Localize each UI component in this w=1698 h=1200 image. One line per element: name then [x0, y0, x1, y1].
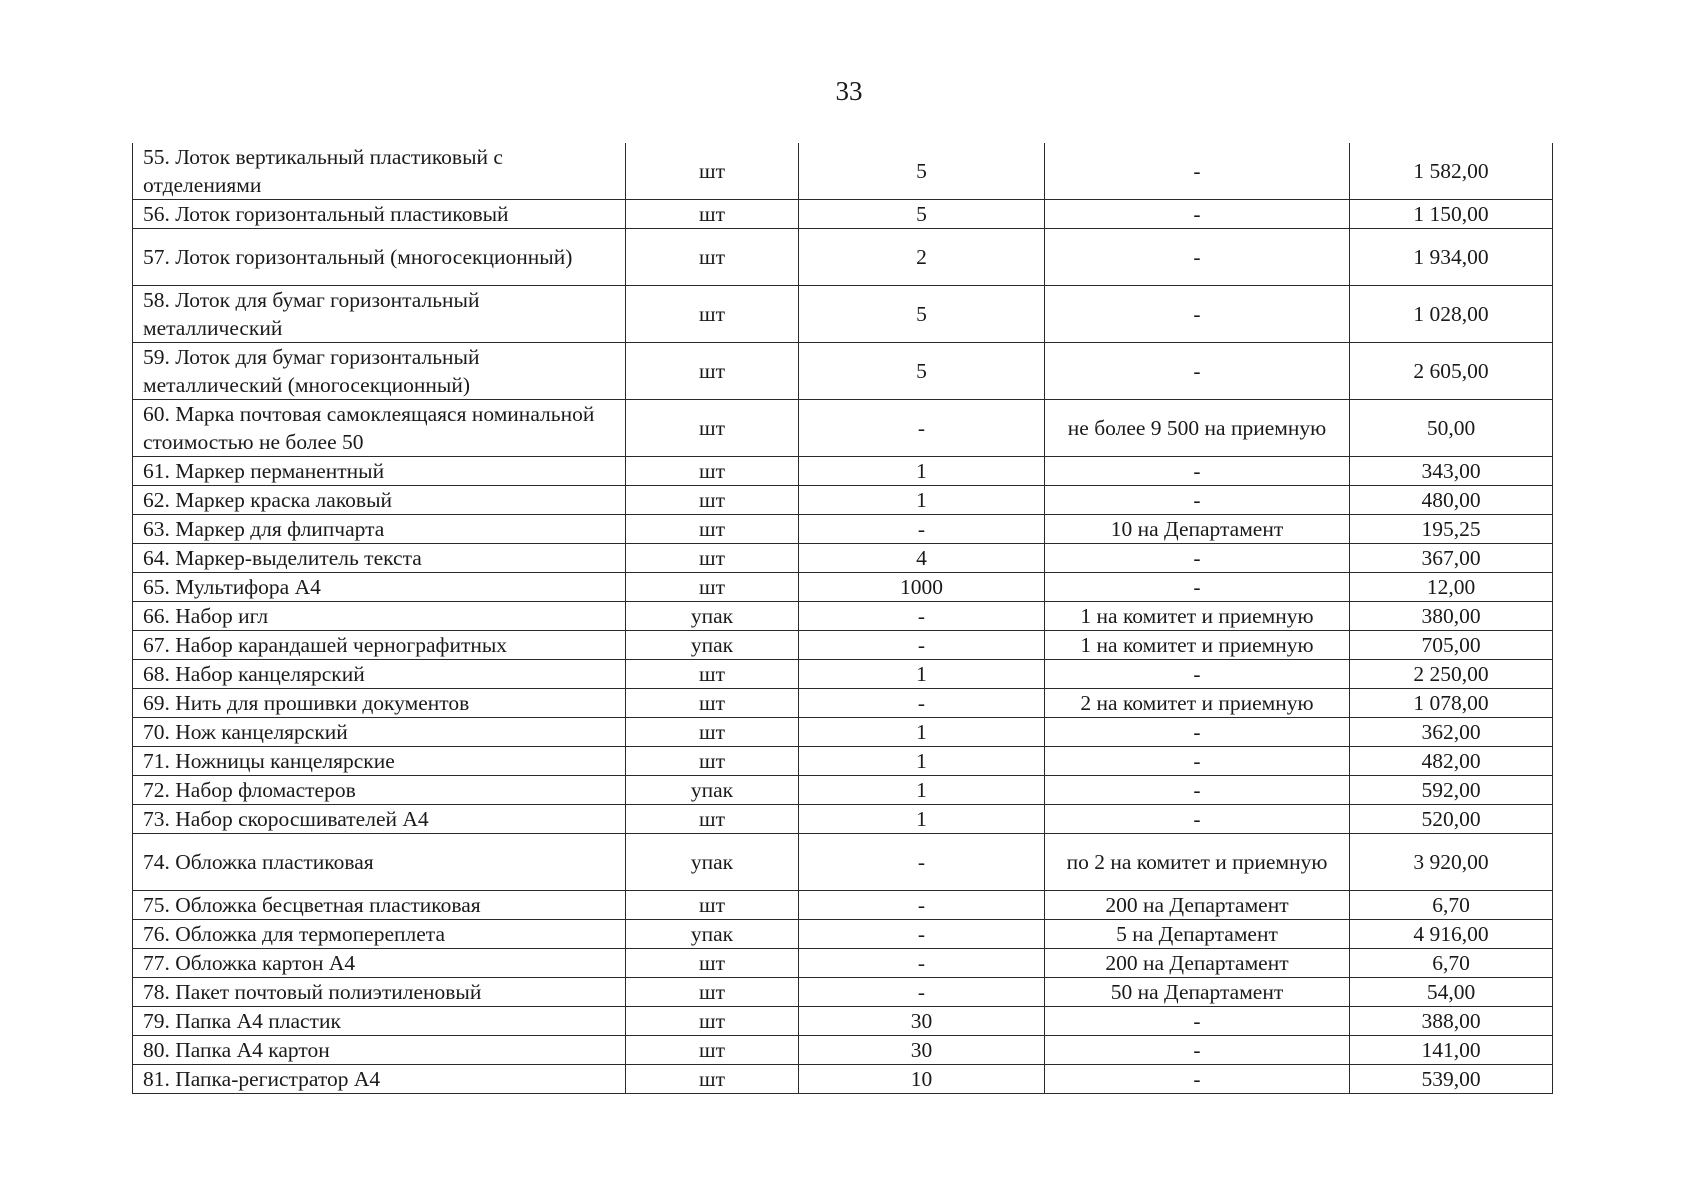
- quantity-cell: 4: [799, 544, 1045, 573]
- unit-cell: шт: [626, 747, 799, 776]
- table-row: [133, 949, 1553, 978]
- table-row: [133, 1036, 1553, 1065]
- table-body: [133, 143, 1553, 1094]
- norm-note-cell: -: [1045, 573, 1350, 602]
- unit-cell: шт: [626, 200, 799, 229]
- unit-cell: шт: [626, 486, 799, 515]
- table-row: [133, 343, 1553, 400]
- table-row: [133, 920, 1553, 949]
- price-cell: 1 028,00: [1350, 286, 1553, 343]
- table-row: [133, 515, 1553, 544]
- item-name-cell: 76. Обложка для термопереплета: [133, 920, 626, 949]
- unit-cell: шт: [626, 689, 799, 718]
- norm-note-cell: 1 на комитет и приемную: [1045, 631, 1350, 660]
- page-number: 33: [835, 76, 863, 106]
- price-cell: 380,00: [1350, 602, 1553, 631]
- unit-cell: упак: [626, 920, 799, 949]
- unit-cell: шт: [626, 229, 799, 286]
- norm-note-cell: -: [1045, 286, 1350, 343]
- item-name-cell: 72. Набор фломастеров: [133, 776, 626, 805]
- price-cell: 592,00: [1350, 776, 1553, 805]
- quantity-cell: 1: [799, 457, 1045, 486]
- price-cell: 6,70: [1350, 891, 1553, 920]
- item-name-cell: 80. Папка А4 картон: [133, 1036, 626, 1065]
- quantity-cell: 1: [799, 805, 1045, 834]
- table-row: [133, 1065, 1553, 1094]
- quantity-cell: -: [799, 689, 1045, 718]
- item-name-cell: 81. Папка-регистратор А4: [133, 1065, 626, 1094]
- price-cell: 195,25: [1350, 515, 1553, 544]
- item-name-cell: 56. Лоток горизонтальный пластиковый: [133, 200, 626, 229]
- unit-cell: упак: [626, 602, 799, 631]
- norm-note-cell: -: [1045, 486, 1350, 515]
- norm-note-cell: 10 на Департамент: [1045, 515, 1350, 544]
- table-row: [133, 1007, 1553, 1036]
- price-cell: 141,00: [1350, 1036, 1553, 1065]
- norm-note-cell: 5 на Департамент: [1045, 920, 1350, 949]
- quantity-cell: 5: [799, 200, 1045, 229]
- price-cell: 520,00: [1350, 805, 1553, 834]
- price-cell: 482,00: [1350, 747, 1553, 776]
- table-row: [133, 143, 1553, 200]
- quantity-cell: 2: [799, 229, 1045, 286]
- item-name-cell: 66. Набор игл: [133, 602, 626, 631]
- price-cell: 54,00: [1350, 978, 1553, 1007]
- quantity-cell: 1: [799, 747, 1045, 776]
- norm-note-cell: -: [1045, 660, 1350, 689]
- item-name-cell: 55. Лоток вертикальный пластиковый с отделениями: [133, 143, 626, 200]
- table-row: [133, 544, 1553, 573]
- unit-cell: шт: [626, 1007, 799, 1036]
- table-row: [133, 400, 1553, 457]
- item-name-cell: 70. Нож канцелярский: [133, 718, 626, 747]
- table-row: [133, 602, 1553, 631]
- unit-cell: шт: [626, 978, 799, 1007]
- norm-note-cell: 2 на комитет и приемную: [1045, 689, 1350, 718]
- item-name-cell: 62. Маркер краска лаковый: [133, 486, 626, 515]
- norm-note-cell: -: [1045, 747, 1350, 776]
- unit-cell: упак: [626, 834, 799, 891]
- unit-cell: шт: [626, 343, 799, 400]
- unit-cell: шт: [626, 544, 799, 573]
- item-name-cell: 71. Ножницы канцелярские: [133, 747, 626, 776]
- price-cell: 3 920,00: [1350, 834, 1553, 891]
- price-cell: 539,00: [1350, 1065, 1553, 1094]
- norm-note-cell: -: [1045, 229, 1350, 286]
- table-row: [133, 689, 1553, 718]
- norm-note-cell: -: [1045, 544, 1350, 573]
- unit-cell: шт: [626, 143, 799, 200]
- item-name-cell: 61. Маркер перманентный: [133, 457, 626, 486]
- norm-note-cell: -: [1045, 1065, 1350, 1094]
- table-row: [133, 573, 1553, 602]
- quantity-cell: 10: [799, 1065, 1045, 1094]
- item-name-cell: 75. Обложка бесцветная пластиковая: [133, 891, 626, 920]
- table-row: [133, 805, 1553, 834]
- quantity-cell: -: [799, 920, 1045, 949]
- item-name-cell: 58. Лоток для бумаг горизонтальный металлический: [133, 286, 626, 343]
- table-row: [133, 718, 1553, 747]
- quantity-cell: 1000: [799, 573, 1045, 602]
- price-cell: 4 916,00: [1350, 920, 1553, 949]
- item-name-cell: 64. Маркер-выделитель текста: [133, 544, 626, 573]
- item-name-cell: 63. Маркер для флипчарта: [133, 515, 626, 544]
- norm-note-cell: 200 на Департамент: [1045, 949, 1350, 978]
- norm-note-cell: -: [1045, 1036, 1350, 1065]
- norm-note-cell: -: [1045, 457, 1350, 486]
- quantity-cell: 1: [799, 718, 1045, 747]
- unit-cell: упак: [626, 631, 799, 660]
- table-row: [133, 200, 1553, 229]
- price-cell: 1 078,00: [1350, 689, 1553, 718]
- item-name-cell: 77. Обложка картон А4: [133, 949, 626, 978]
- table-row: [133, 891, 1553, 920]
- unit-cell: шт: [626, 891, 799, 920]
- unit-cell: шт: [626, 718, 799, 747]
- price-cell: 2 605,00: [1350, 343, 1553, 400]
- unit-cell: шт: [626, 1036, 799, 1065]
- quantity-cell: 5: [799, 343, 1045, 400]
- unit-cell: шт: [626, 949, 799, 978]
- price-cell: 2 250,00: [1350, 660, 1553, 689]
- unit-cell: шт: [626, 1065, 799, 1094]
- quantity-cell: 5: [799, 286, 1045, 343]
- table-row: [133, 834, 1553, 891]
- table-row: [133, 229, 1553, 286]
- price-cell: 1 582,00: [1350, 143, 1553, 200]
- quantity-cell: -: [799, 515, 1045, 544]
- item-name-cell: 74. Обложка пластиковая: [133, 834, 626, 891]
- price-cell: 6,70: [1350, 949, 1553, 978]
- quantity-cell: 1: [799, 660, 1045, 689]
- table-row: [133, 660, 1553, 689]
- price-cell: 367,00: [1350, 544, 1553, 573]
- norm-note-cell: -: [1045, 343, 1350, 400]
- item-name-cell: 57. Лоток горизонтальный (многосекционный): [133, 229, 626, 286]
- quantity-cell: 30: [799, 1007, 1045, 1036]
- price-cell: 480,00: [1350, 486, 1553, 515]
- norm-note-cell: -: [1045, 805, 1350, 834]
- table-row: [133, 978, 1553, 1007]
- norm-note-cell: -: [1045, 776, 1350, 805]
- quantity-cell: -: [799, 631, 1045, 660]
- price-cell: 12,00: [1350, 573, 1553, 602]
- item-name-cell: 68. Набор канцелярский: [133, 660, 626, 689]
- norm-note-cell: -: [1045, 143, 1350, 200]
- quantity-cell: 1: [799, 776, 1045, 805]
- quantity-cell: -: [799, 949, 1045, 978]
- unit-cell: шт: [626, 457, 799, 486]
- price-cell: 705,00: [1350, 631, 1553, 660]
- unit-cell: шт: [626, 286, 799, 343]
- norm-note-cell: -: [1045, 718, 1350, 747]
- norm-note-cell: не более 9 500 на приемную: [1045, 400, 1350, 457]
- quantity-cell: -: [799, 891, 1045, 920]
- unit-cell: шт: [626, 660, 799, 689]
- price-cell: 1 150,00: [1350, 200, 1553, 229]
- supplies-table: [132, 143, 1553, 1094]
- quantity-cell: -: [799, 602, 1045, 631]
- quantity-cell: 30: [799, 1036, 1045, 1065]
- unit-cell: шт: [626, 400, 799, 457]
- item-name-cell: 79. Папка А4 пластик: [133, 1007, 626, 1036]
- price-cell: 388,00: [1350, 1007, 1553, 1036]
- item-name-cell: 67. Набор карандашей чернографитных: [133, 631, 626, 660]
- table-row: [133, 631, 1553, 660]
- item-name-cell: 59. Лоток для бумаг горизонтальный металлический (многосекционный): [133, 343, 626, 400]
- unit-cell: шт: [626, 515, 799, 544]
- norm-note-cell: 200 на Департамент: [1045, 891, 1350, 920]
- norm-note-cell: -: [1045, 1007, 1350, 1036]
- unit-cell: упак: [626, 776, 799, 805]
- table-row: [133, 286, 1553, 343]
- quantity-cell: -: [799, 400, 1045, 457]
- item-name-cell: 78. Пакет почтовый полиэтиленовый: [133, 978, 626, 1007]
- quantity-cell: -: [799, 978, 1045, 1007]
- norm-note-cell: 1 на комитет и приемную: [1045, 602, 1350, 631]
- price-cell: 1 934,00: [1350, 229, 1553, 286]
- item-name-cell: 65. Мультифора А4: [133, 573, 626, 602]
- quantity-cell: -: [799, 834, 1045, 891]
- table-row: [133, 457, 1553, 486]
- norm-note-cell: 50 на Департамент: [1045, 978, 1350, 1007]
- price-cell: 343,00: [1350, 457, 1553, 486]
- item-name-cell: 69. Нить для прошивки документов: [133, 689, 626, 718]
- unit-cell: шт: [626, 573, 799, 602]
- table-row: [133, 747, 1553, 776]
- norm-note-cell: по 2 на комитет и приемную: [1045, 834, 1350, 891]
- table-row: [133, 776, 1553, 805]
- unit-cell: шт: [626, 805, 799, 834]
- table-row: [133, 486, 1553, 515]
- quantity-cell: 5: [799, 143, 1045, 200]
- quantity-cell: 1: [799, 486, 1045, 515]
- price-cell: 362,00: [1350, 718, 1553, 747]
- item-name-cell: 73. Набор скоросшивателей А4: [133, 805, 626, 834]
- norm-note-cell: -: [1045, 200, 1350, 229]
- item-name-cell: 60. Марка почтовая самоклеящаяся номинальной стоимостью не более 50: [133, 400, 626, 457]
- price-cell: 50,00: [1350, 400, 1553, 457]
